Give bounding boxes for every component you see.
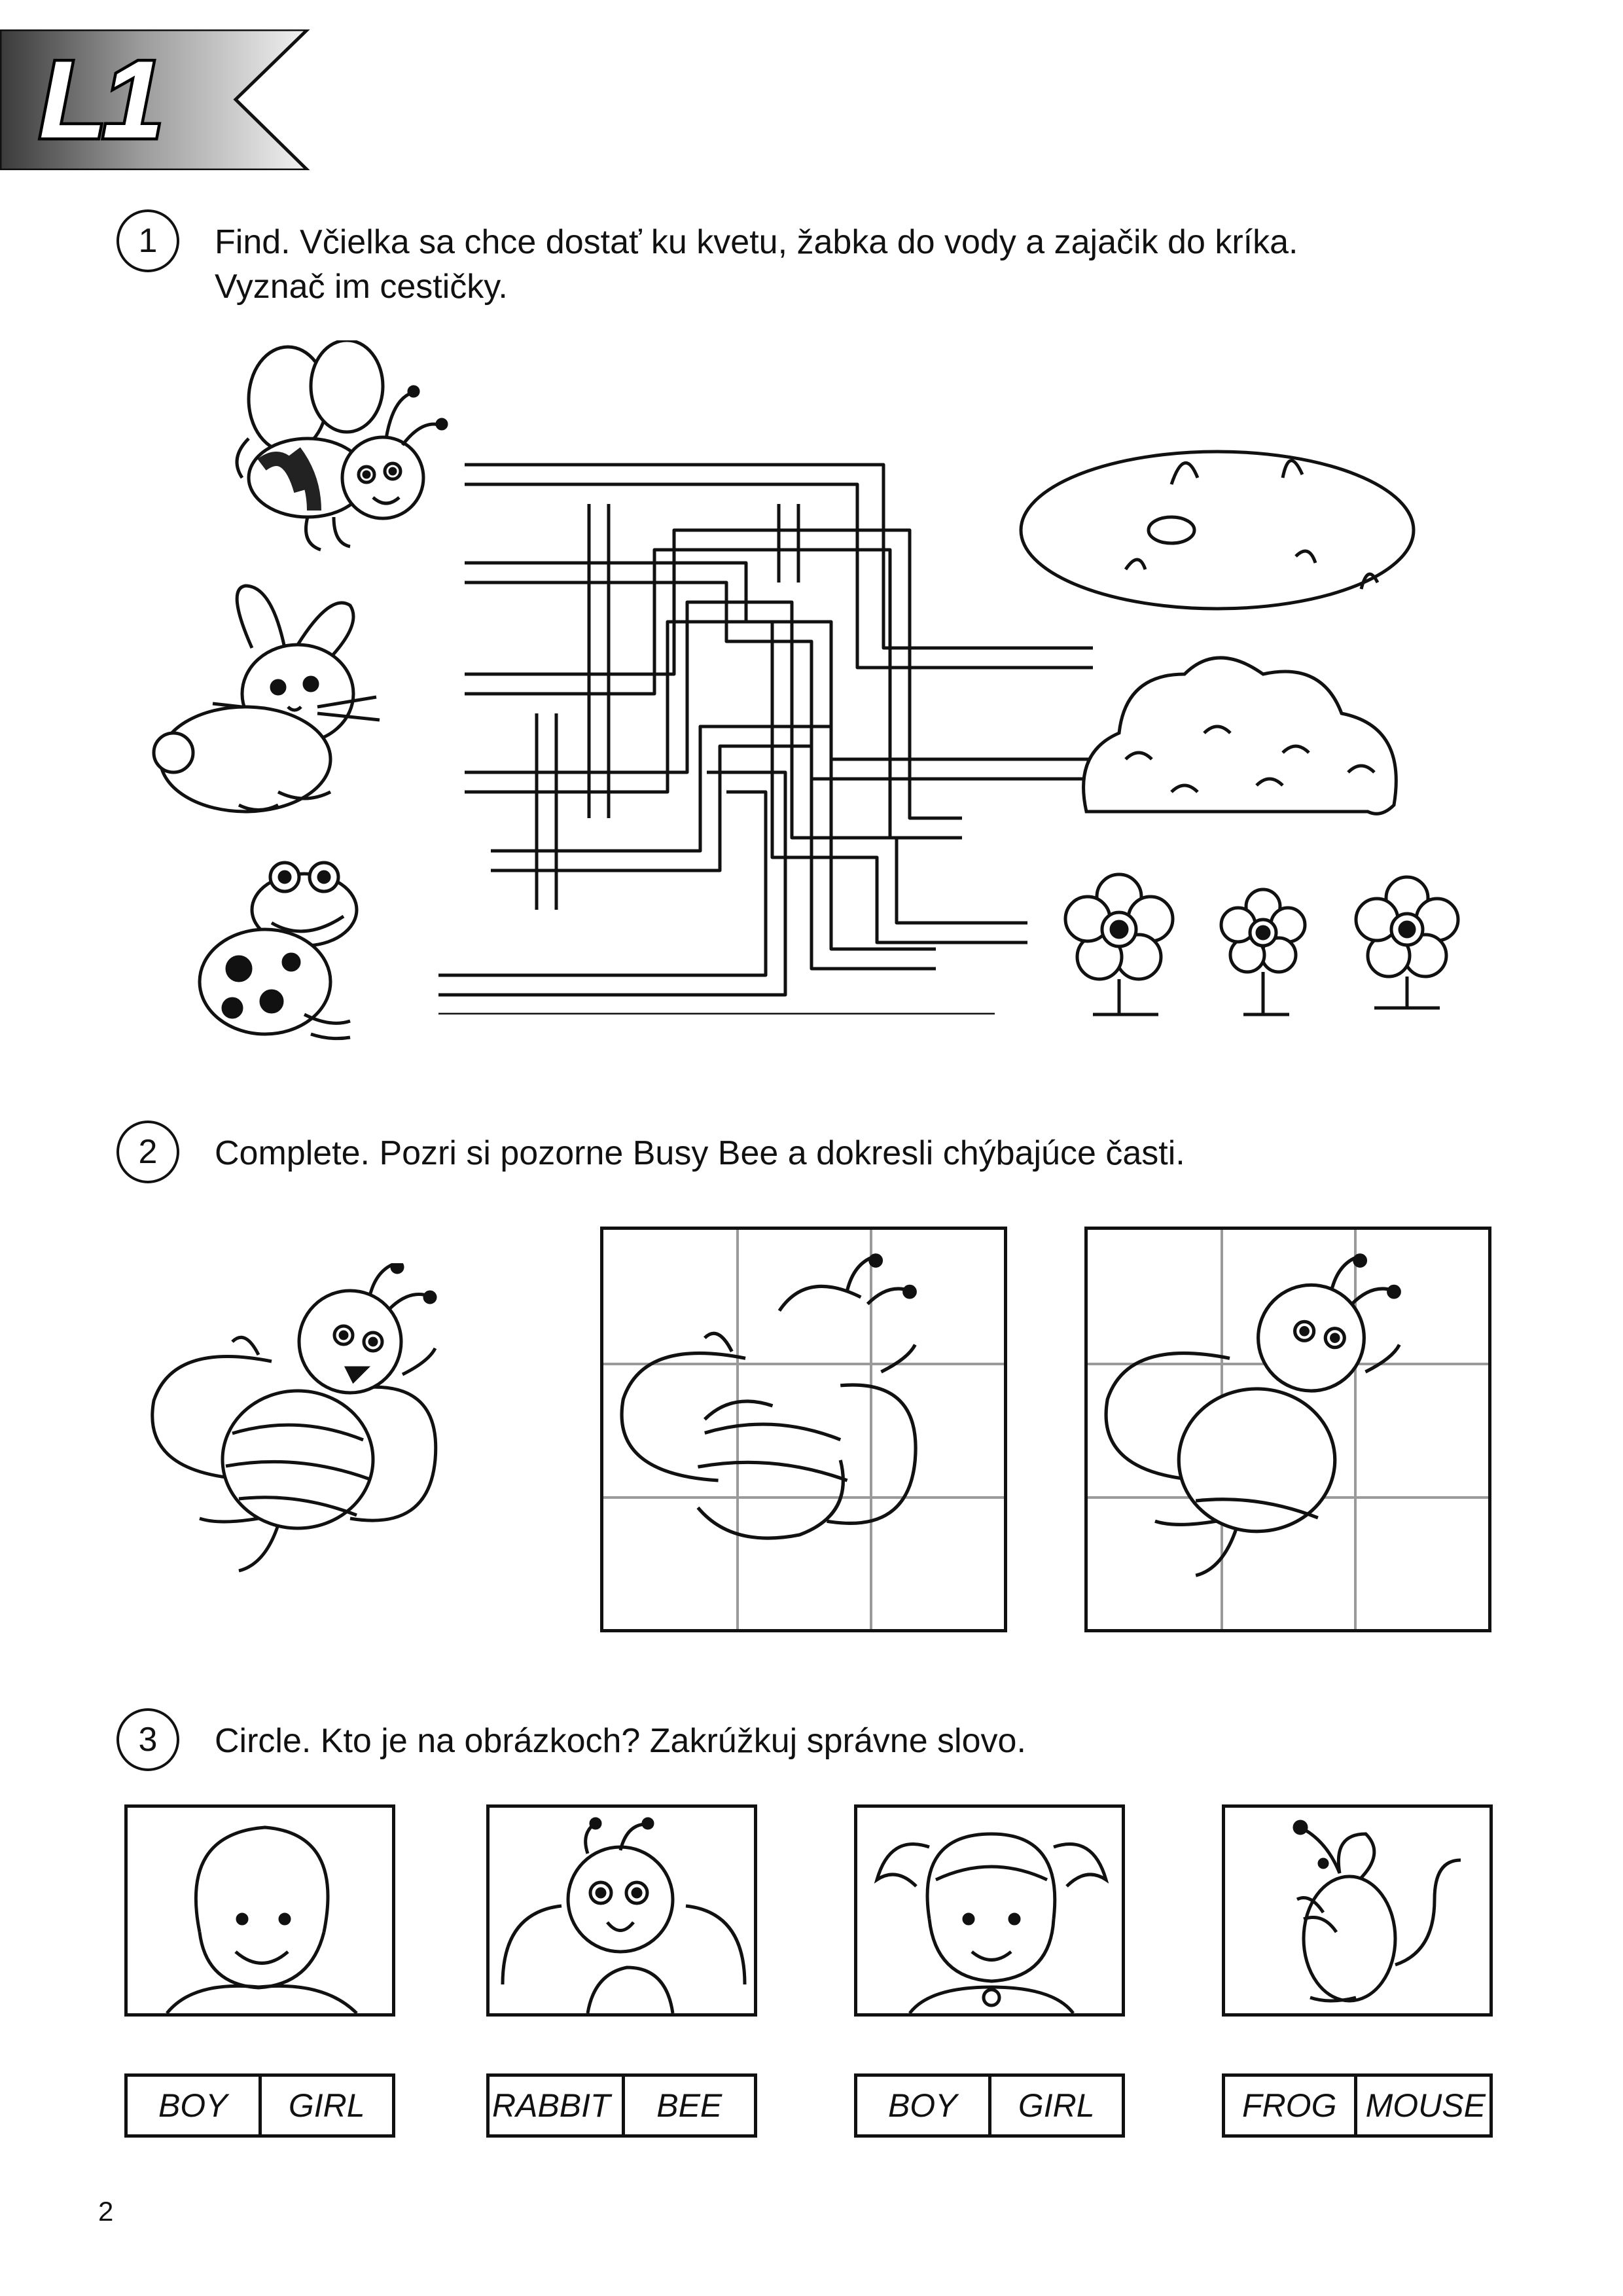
exercise-1-instruction-line-2: Vyznač im cestičky.: [215, 268, 508, 306]
exercise-2-number: 2: [116, 1121, 179, 1183]
maze-pond-icon: [1008, 419, 1427, 628]
option-frog[interactable]: FROG: [1242, 2087, 1337, 2124]
option-mouse[interactable]: MOUSE: [1354, 2077, 1490, 2134]
circle-item-3-picture: [854, 1804, 1125, 2017]
exercise-2-instruction: Complete. Pozri si pozorne Busy Bee a dokresli chýbajúce časti.: [215, 1134, 1185, 1172]
exercise-3-number: 3: [116, 1708, 179, 1771]
maze[interactable]: [438, 452, 1093, 1014]
exercise-1-instruction-line-1: Find. Včielka sa chce dostať ku kvetu, žabka do vody a zajačik do kríka.: [215, 223, 1298, 261]
exercise-3-instruction: Circle. Kto je na obrázkoch? Zakrúžkuj správne slovo.: [215, 1722, 1026, 1760]
girl-icon: [857, 1808, 1122, 2013]
boy-icon: [128, 1808, 392, 2013]
circle-item-4-picture: [1222, 1804, 1493, 2017]
maze-frog-icon: [187, 857, 376, 1054]
reference-bee-picture: [147, 1263, 501, 1590]
mouse-icon: [1225, 1808, 1489, 2013]
maze-bee-icon: [209, 340, 458, 563]
option-bee[interactable]: BEE: [622, 2077, 755, 2134]
bee-icon: [490, 1808, 754, 2013]
option-girl[interactable]: GIRL: [988, 2077, 1122, 2134]
circle-item-1-picture: [124, 1804, 395, 2017]
circle-item-4-options: [1222, 2073, 1493, 2138]
circle-item-1-options: [124, 2073, 395, 2138]
circle-item-3-options: [854, 2073, 1125, 2138]
option-rabbit[interactable]: RABBIT: [492, 2087, 611, 2124]
circle-item-2-picture: [486, 1804, 757, 2017]
option-boy[interactable]: BOY: [158, 2087, 228, 2124]
option-boy[interactable]: BOY: [887, 2087, 957, 2124]
option-girl[interactable]: GIRL: [259, 2077, 393, 2134]
page-number: 2: [98, 2196, 114, 2227]
exercise-1-number: 1: [116, 209, 179, 272]
lesson-label: L1: [39, 38, 160, 161]
maze-flower-icon: [1047, 870, 1479, 1021]
maze-bush-icon: [1073, 641, 1414, 825]
puzzle-grid-1[interactable]: [600, 1227, 1007, 1632]
maze-rabbit-icon: [147, 576, 435, 825]
puzzle-grid-2[interactable]: [1084, 1227, 1491, 1632]
circle-item-2-options: [486, 2073, 757, 2138]
